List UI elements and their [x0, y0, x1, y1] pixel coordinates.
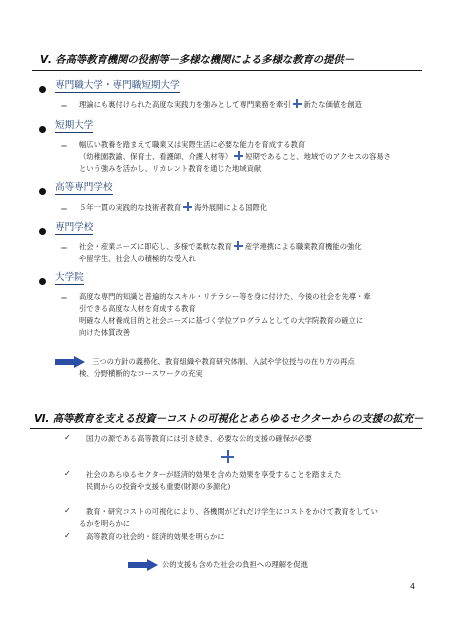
- right-arrow-icon: [128, 559, 158, 571]
- category-senmon-gakko: 専門学校: [55, 222, 94, 233]
- plus-icon: [183, 202, 192, 211]
- check-line: 教育・研究コストの可視化により、各機関がどれだけ学生にコストをかけて教育をしてい: [86, 507, 378, 516]
- page-number: 4: [410, 582, 416, 591]
- bullet-icon: [39, 188, 46, 195]
- check-line: 民間からの投資や支援も重要(財源の多源化): [86, 482, 231, 491]
- description-line: 向けた体質改善: [79, 328, 131, 337]
- description-line: （幼稚園教諭、保育士、看護師、介護人材等） 短期であること、地域でのアクセスの容易さ: [79, 152, 391, 161]
- equals-sign: ＝: [60, 205, 68, 214]
- bullet-icon: [39, 86, 46, 93]
- check-line: 社会のあらゆるセクターが経済的効果を含めた効果を享受することを踏まえた: [86, 470, 342, 479]
- description-line: 理論にも裏付けられた高度な実践力を強みとして専門業務を牽引 新たな価値を創造: [79, 100, 362, 109]
- conclusion-line: 三つの方針の義務化、教育組織や教育研究体制、入試や学位授与の在り方の再点: [92, 357, 355, 366]
- category-senmonshoku: 専門職大学・専門職短期大学: [55, 80, 180, 91]
- equals-sign: ＝: [60, 142, 68, 151]
- check-line: るかを明らかに: [79, 519, 131, 528]
- bullet-icon: [39, 278, 46, 285]
- equals-sign: ＝: [60, 294, 68, 303]
- conclusion-line: 検、分野横断的なコースワークの充実: [79, 369, 203, 378]
- description-line: 明確な人材養成目的と社会ニーズに基づく学位プログラムとしての大学院教育の確立に: [79, 316, 364, 325]
- plus-icon: [293, 99, 302, 108]
- check-line: 高等教育の社会的・経済的効果を明らかに: [86, 532, 225, 541]
- category-tanki-daigaku: 短期大学: [55, 120, 94, 131]
- description-line: や留学生、社会人の積極的な受入れ: [79, 254, 196, 263]
- bullet-icon: [39, 126, 46, 133]
- check-icon: ✓: [64, 506, 71, 515]
- check-icon: ✓: [64, 433, 71, 442]
- equals-sign: ＝: [60, 102, 68, 111]
- equals-sign: ＝: [60, 244, 68, 253]
- section-5-heading-underline: [32, 70, 422, 71]
- description-line: ５年一貫の実践的な技術者教育 海外展開による国際化: [79, 203, 268, 212]
- description-line: という強みを活かし、リカレント教育を通じた地域貢献: [79, 164, 262, 173]
- section-5-heading: Ⅴ. 各高等教育機関の役割等－多様な機関による多様な教育の提供－: [40, 54, 354, 66]
- section-6-heading-underline: [30, 428, 422, 429]
- check-icon: ✓: [64, 531, 71, 540]
- conclusion-line: 公的支援も含めた社会の負担への理解を促進: [162, 560, 308, 569]
- right-arrow-icon: [55, 356, 85, 368]
- plus-icon: [221, 450, 234, 463]
- category-kosen: 高等専門学校: [55, 182, 113, 193]
- plus-icon: [234, 241, 243, 250]
- description-line: 社会・産業ニーズに即応し、多様で柔軟な教育 産学連携による職業教育機能の強化: [79, 242, 362, 251]
- check-line: 国力の源である高等教育には引き続き、必要な公的支援の確保が必要: [86, 434, 312, 443]
- check-icon: ✓: [64, 469, 71, 478]
- description-line: 幅広い教養を踏まえて職業又は実際生活に必要な能力を育成する教育: [79, 140, 306, 149]
- plus-icon: [234, 151, 243, 160]
- bullet-icon: [39, 228, 46, 235]
- description-line: 高度な専門的知識と普遍的なスキル・リテラシー等を身に付けた、今後の社会を先導・牽: [79, 292, 371, 301]
- description-line: 引できる高度な人材を育成する教育: [79, 304, 196, 313]
- category-daigakuin: 大学院: [55, 272, 84, 283]
- section-6-heading: Ⅵ. 高等教育を支える投資－コストの可視化とあらゆるセクターからの支援の拡充－: [34, 413, 424, 425]
